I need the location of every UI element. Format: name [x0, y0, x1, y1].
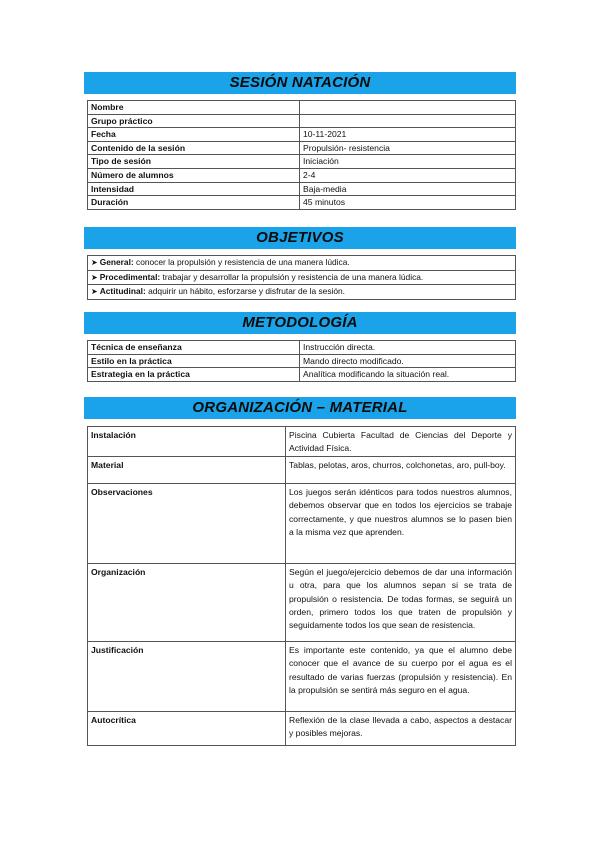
table-row — [88, 101, 516, 115]
table-row — [88, 168, 516, 182]
objective-label: General: — [99, 257, 134, 267]
table-row — [88, 368, 516, 382]
table-row — [88, 456, 516, 483]
row-value: Es importante este contenido, ya que el alumno debe conocer que el avance de su cuerpo por el agua es el resultado de varias fuerzas (propulsión y resistencia). En la propulsión se sentirá más seguro en el agua. — [286, 641, 516, 711]
row-label: Contenido de la sesión — [88, 141, 300, 155]
table-row — [88, 711, 516, 745]
list-item — [88, 256, 516, 271]
arrow-bullet-icon: ➤ — [91, 258, 98, 267]
row-value: Piscina Cubierta Facultad de Ciencias del Deporte y Actividad Física. — [286, 427, 516, 457]
table-row — [88, 155, 516, 169]
row-label: Fecha — [88, 128, 300, 142]
table-row — [88, 563, 516, 641]
methodology-title-banner: METODOLOGÍA — [84, 312, 516, 334]
row-value: Analítica modificando la situación real. — [300, 368, 516, 382]
row-value — [300, 114, 516, 128]
objective-text: trabajar y desarrollar la propulsión y resistencia de una manera lúdica. — [160, 271, 424, 282]
row-label: Nombre — [88, 101, 300, 115]
row-value: 2-4 — [300, 168, 516, 182]
row-label: Instalación — [88, 427, 286, 457]
table-row — [88, 427, 516, 457]
objective-label: Actitudinal: — [99, 286, 146, 297]
objectives-table — [87, 255, 516, 300]
row-value: Baja-media — [300, 182, 516, 196]
session-title-banner: SESIÓN NATACIÓN — [84, 72, 516, 94]
table-row — [88, 114, 516, 128]
row-label: Autocrítica — [88, 711, 286, 745]
row-value: Reflexión de la clase llevada a cabo, aspectos a destacar y posibles mejoras. — [286, 711, 516, 745]
row-label: Número de alumnos — [88, 168, 300, 182]
row-label: Técnica de enseñanza — [88, 341, 300, 355]
table-row — [88, 128, 516, 142]
list-item — [88, 285, 516, 300]
row-label: Grupo práctico — [88, 114, 300, 128]
table-row — [88, 341, 516, 355]
organization-table — [87, 426, 516, 746]
table-row — [88, 354, 516, 368]
row-label: Estrategia en la práctica — [88, 368, 300, 382]
row-value: 45 minutos — [300, 196, 516, 210]
row-value: Los juegos serán idénticos para todos nuestros alumnos, debemos observar que en todos los ejercicios se trabaje correctamente, y que nuestros alumnos se lo pasen bien a la misma vez que aprenden. — [286, 483, 516, 563]
objective-text: adquirir un hábito, esforzarse y disfrutar de la sesión. — [145, 286, 346, 297]
row-value — [300, 101, 516, 115]
table-row — [88, 196, 516, 210]
objective-label: Procedimental: — [99, 271, 161, 282]
methodology-table — [87, 340, 516, 382]
arrow-bullet-icon: ➤ — [91, 272, 98, 282]
row-label: Intensidad — [88, 182, 300, 196]
objective-text: conocer la propulsión y resistencia de una manera lúdica. — [133, 257, 350, 267]
list-item — [88, 270, 516, 285]
session-table — [87, 100, 516, 210]
row-label: Organización — [88, 563, 286, 641]
row-label: Material — [88, 456, 286, 483]
table-row — [88, 141, 516, 155]
row-value: 10-11-2021 — [300, 128, 516, 142]
row-value: Instrucción directa. — [300, 341, 516, 355]
row-value: Tablas, pelotas, aros, churros, colchonetas, aro, pull-boy. — [286, 456, 516, 483]
objectives-title-banner: OBJETIVOS — [84, 227, 516, 249]
row-label: Tipo de sesión — [88, 155, 300, 169]
row-label: Estilo en la práctica — [88, 354, 300, 368]
table-row — [88, 182, 516, 196]
row-label: Duración — [88, 196, 300, 210]
row-value: Según el juego/ejercicio debemos de dar una información u otra, para que los alumnos sepan si se trata de propulsión o resistencia. De todas formas, se seguirá un orden, primero todos los que traten de propulsión y seguidamente todos los que sean de resistencia. — [286, 563, 516, 641]
row-value: Iniciación — [300, 155, 516, 169]
arrow-bullet-icon: ➤ — [91, 287, 98, 297]
row-label: Observaciones — [88, 483, 286, 563]
row-value: Propulsión- resistencia — [300, 141, 516, 155]
row-value: Mando directo modificado. — [300, 354, 516, 368]
row-label: Justificación — [88, 641, 286, 711]
table-row — [88, 641, 516, 711]
table-row — [88, 483, 516, 563]
organization-title-banner: ORGANIZACIÓN – MATERIAL — [84, 397, 516, 419]
